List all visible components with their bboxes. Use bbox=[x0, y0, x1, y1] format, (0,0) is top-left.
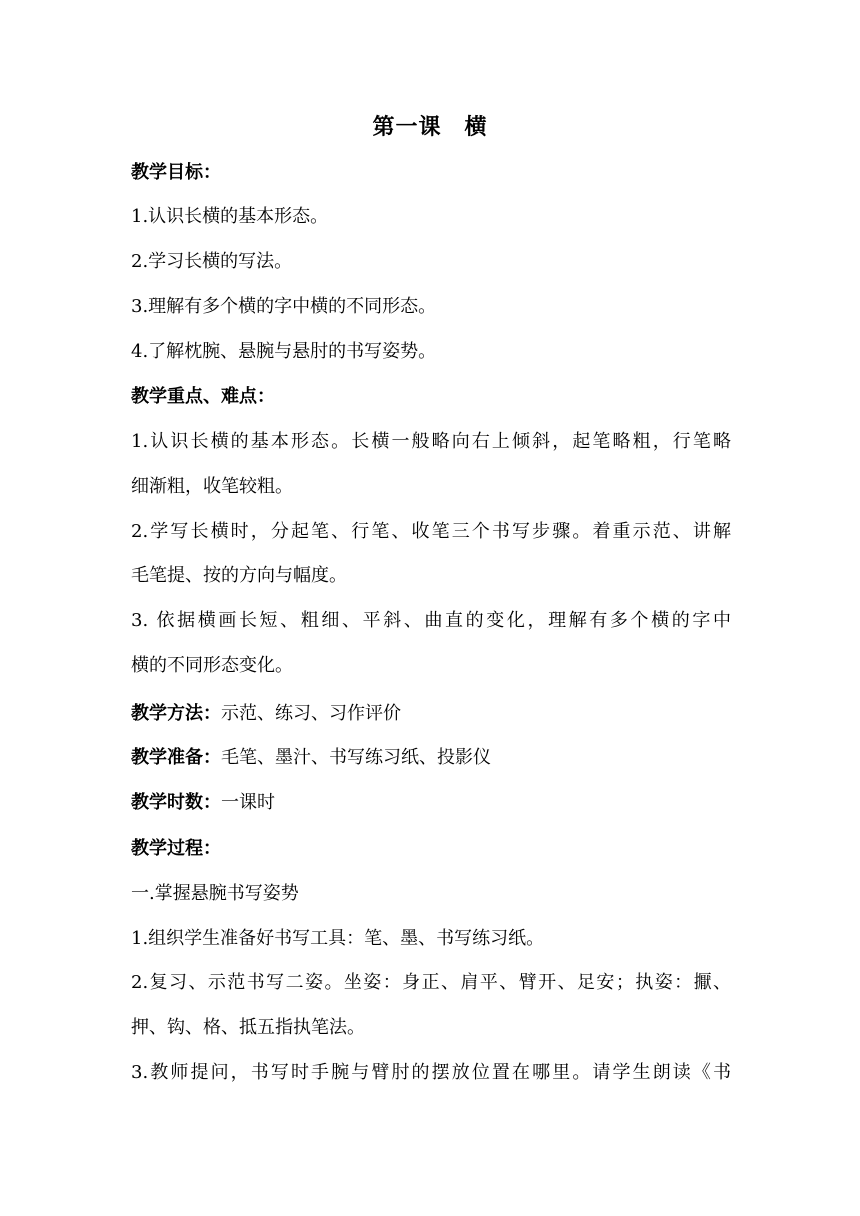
key-point-line: 1.认识长横的基本形态。长横一般略向右上倾斜，起笔略粗，行笔略 bbox=[131, 431, 731, 452]
objective-item: 1.认识长横的基本形态。 bbox=[131, 206, 329, 227]
process-line: 1.组织学生准备好书写工具：笔、墨、书写练习纸。 bbox=[131, 928, 545, 949]
preparation-row bbox=[131, 745, 731, 771]
duration-value: 一课时 bbox=[221, 792, 275, 813]
page-title: 第一课 横 bbox=[372, 115, 488, 140]
key-points-heading: 教学重点、难点： bbox=[131, 386, 275, 407]
preparation-label: 教学准备： bbox=[131, 747, 221, 768]
key-point-line: 细渐粗，收笔较粗。 bbox=[131, 476, 293, 497]
process-line: 一.掌握悬腕书写姿势 bbox=[131, 883, 299, 904]
process-line: 2.复习、示范书写二姿。坐姿：身正、肩平、臂开、足安；执姿：擫、 bbox=[131, 972, 731, 993]
preparation-value: 毛笔、墨汁、书写练习纸、投影仪 bbox=[221, 747, 491, 768]
objective-item: 2.学习长横的写法。 bbox=[131, 251, 293, 272]
objectives-heading: 教学目标： bbox=[131, 162, 221, 183]
method-label: 教学方法： bbox=[131, 703, 221, 724]
process-line: 押、钩、格、抵五指执笔法。 bbox=[131, 1017, 365, 1038]
objective-item: 3.理解有多个横的字中横的不同形态。 bbox=[131, 296, 437, 317]
key-point-line: 毛笔提、按的方向与幅度。 bbox=[131, 565, 347, 586]
key-point-line: 3. 依据横画长短、粗细、平斜、曲直的变化，理解有多个横的字中 bbox=[131, 610, 731, 631]
key-point-line: 2.学写长横时，分起笔、行笔、收笔三个书写步骤。着重示范、讲解 bbox=[131, 521, 731, 542]
key-point-line: 横的不同形态变化。 bbox=[131, 655, 293, 676]
process-heading: 教学过程： bbox=[131, 838, 221, 859]
method-value: 示范、练习、习作评价 bbox=[221, 703, 401, 724]
process-line: 3.教师提问，书写时手腕与臂肘的摆放位置在哪里。请学生朗读《书 bbox=[131, 1062, 731, 1083]
method-row bbox=[131, 701, 731, 727]
objective-item: 4.了解枕腕、悬腕与悬肘的书写姿势。 bbox=[131, 341, 437, 362]
duration-label: 教学时数： bbox=[131, 792, 221, 813]
duration-row bbox=[131, 790, 731, 816]
